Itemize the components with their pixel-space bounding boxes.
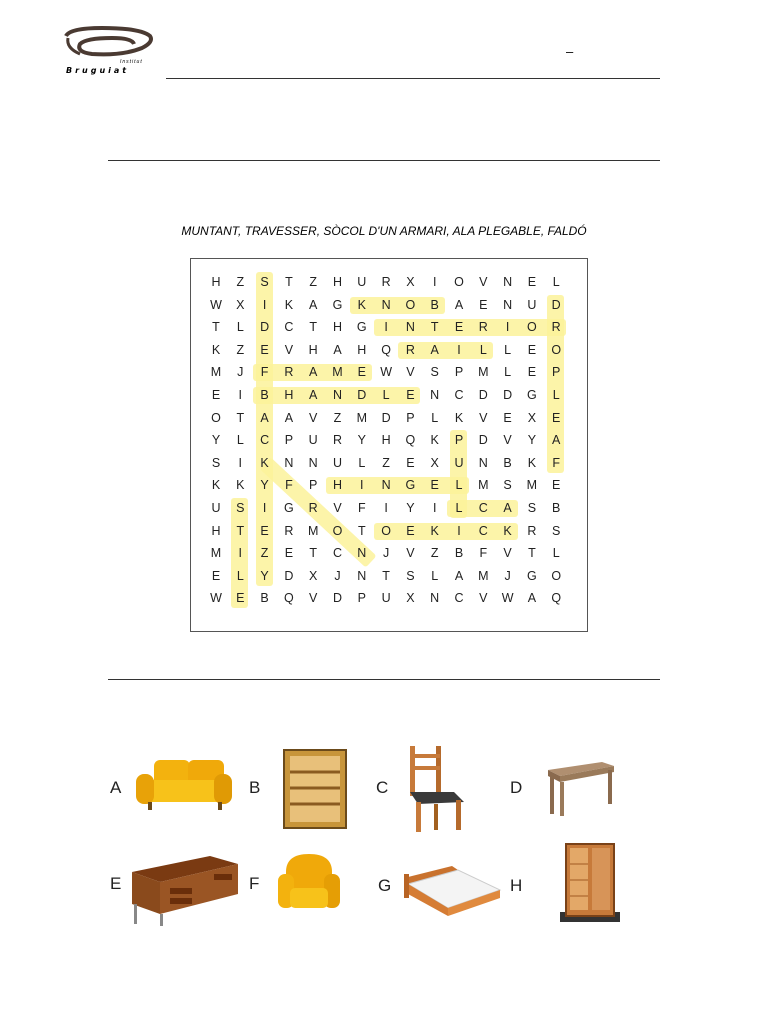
grid-letter: L <box>236 320 244 335</box>
grid-letter: C <box>332 546 343 561</box>
grid-letter: V <box>309 591 318 606</box>
grid-letter: M <box>307 523 319 538</box>
grid-letter: L <box>455 478 463 493</box>
grid-letter: P <box>357 591 366 606</box>
grid-letter: I <box>457 523 461 538</box>
grid-letter: F <box>260 365 269 380</box>
grid-letter: X <box>236 297 245 312</box>
grid-letter: E <box>479 297 488 312</box>
bed-image <box>402 860 502 924</box>
grid-letter: S <box>211 455 221 470</box>
grid-letter: N <box>332 388 343 402</box>
grid-letter: P <box>406 410 415 425</box>
grid-letter: R <box>284 365 294 380</box>
grid-letter: K <box>236 478 245 493</box>
grid-letter: E <box>430 478 439 493</box>
grid-letter: J <box>237 365 244 380</box>
grid-letter: A <box>309 388 318 402</box>
grid-letter: E <box>552 478 561 493</box>
grid-letter: I <box>238 546 243 561</box>
grid-letter: V <box>479 275 488 289</box>
grid-letter: M <box>478 478 489 493</box>
grid-letter: Y <box>527 433 537 448</box>
word-list: MUNTANT, TRAVESSER, SÒCOL D'UN ARMARI, ALA PLEGABLE, FALDÓ <box>181 224 587 238</box>
grid-letter: T <box>430 320 439 335</box>
grid-letter: L <box>431 568 439 583</box>
grid-letter: E <box>211 388 221 402</box>
grid-letter: Y <box>406 501 415 515</box>
grid-letter: M <box>478 365 489 380</box>
grid-letter: C <box>284 320 294 335</box>
grid-letter: N <box>503 275 513 289</box>
grid-letter: E <box>406 388 415 402</box>
grid-letter: E <box>260 342 269 357</box>
grid-letter: T <box>236 410 245 425</box>
grid-letter: O <box>551 342 562 357</box>
grid-letter: T <box>309 320 317 335</box>
grid-letter: X <box>527 410 537 425</box>
grid-letter: V <box>406 365 415 380</box>
grid-letter: R <box>405 342 415 357</box>
grid-letter: T <box>236 523 245 538</box>
grid-letter: Z <box>309 275 317 289</box>
grid-letter: I <box>238 388 243 402</box>
grid-letter: K <box>430 433 439 448</box>
table-image <box>544 756 616 818</box>
grid-letter: I <box>238 455 243 470</box>
grid-letter: S <box>406 568 415 583</box>
grid-letter: L <box>358 455 366 470</box>
grid-letter: A <box>260 410 269 425</box>
grid-letter: I <box>384 320 388 335</box>
grid-letter: Q <box>381 342 391 357</box>
grid-letter: D <box>260 320 270 335</box>
grid-letter: C <box>454 388 464 402</box>
grid-letter: N <box>357 568 367 583</box>
grid-letter: N <box>381 297 391 312</box>
grid-letter: B <box>260 591 269 606</box>
grid-letter: H <box>211 523 221 538</box>
grid-letter: W <box>380 365 392 380</box>
grid-letter: G <box>527 388 537 402</box>
grid-letter: B <box>260 388 269 402</box>
grid-letter: R <box>478 320 488 335</box>
logo-subtitle: Institut <box>120 59 143 65</box>
grid-letter: A <box>430 342 439 357</box>
grid-letter: H <box>357 342 367 357</box>
grid-letter: D <box>551 297 561 312</box>
grid-letter: P <box>284 433 294 448</box>
section-rule <box>108 160 660 161</box>
grid-letter: E <box>527 365 537 380</box>
grid-letter: Z <box>260 546 269 561</box>
grid-letter: O <box>211 410 221 425</box>
grid-letter: Z <box>382 455 390 470</box>
grid-letter: Y <box>211 433 221 448</box>
logo-name: Bruguiat <box>66 66 130 75</box>
grid-letter: A <box>309 365 318 380</box>
grid-letter: X <box>406 275 415 289</box>
grid-letter: S <box>527 501 537 515</box>
grid-letter: Q <box>284 591 294 606</box>
grid-letter: N <box>357 546 367 561</box>
grid-letter: H <box>284 388 294 402</box>
grid-letter: D <box>284 568 294 583</box>
grid-letter: C <box>260 433 270 448</box>
grid-letter: U <box>308 433 318 448</box>
grid-letter: T <box>528 546 536 561</box>
grid-letter: O <box>551 568 562 583</box>
picture-letter-d: D <box>510 778 523 797</box>
grid-letter: E <box>527 342 537 357</box>
grid-letter: R <box>308 501 318 515</box>
grid-letter: T <box>357 523 366 538</box>
grid-letter: E <box>260 523 269 538</box>
grid-letter: M <box>210 546 222 561</box>
grid-letter: T <box>309 546 317 561</box>
grid-letter: I <box>432 501 437 515</box>
grid-letter: A <box>503 501 512 515</box>
grid-letter: V <box>284 342 294 357</box>
grid-letter: Q <box>405 433 416 448</box>
grid-letter: L <box>552 388 560 402</box>
grid-letter: R <box>284 523 294 538</box>
grid-letter: U <box>211 501 221 515</box>
wardrobe-image <box>556 840 622 926</box>
grid-letter: S <box>552 523 561 538</box>
grid-letter: M <box>210 365 222 380</box>
picture-letter-f: F <box>249 874 260 893</box>
grid-letter: V <box>406 546 415 561</box>
picture-letter-e: E <box>110 874 122 893</box>
grid-letter: K <box>260 455 269 470</box>
grid-letter: T <box>212 320 220 335</box>
grid-letter: T <box>285 275 293 289</box>
grid-letter: E <box>454 320 464 335</box>
grid-letter: M <box>332 365 343 380</box>
grid-letter: O <box>405 297 416 312</box>
grid-letter: E <box>406 455 415 470</box>
grid-letter: K <box>211 478 221 493</box>
grid-letter: J <box>504 568 511 583</box>
grid-letter: B <box>552 501 561 515</box>
grid-letter: A <box>552 433 561 448</box>
grid-letter: A <box>284 410 294 425</box>
grid-letter: L <box>236 568 244 583</box>
grid-letter: Z <box>333 410 342 425</box>
grid-letter: K <box>527 455 537 470</box>
grid-letter: S <box>260 275 269 289</box>
chair-image <box>404 744 466 834</box>
grid-letter: G <box>405 478 416 493</box>
grid-letter: N <box>381 478 391 493</box>
grid-letter: R <box>332 433 343 448</box>
grid-letter: L <box>552 546 560 561</box>
grid-letter: W <box>210 297 222 312</box>
grid-letter: B <box>503 455 512 470</box>
grid-letter: U <box>332 455 343 470</box>
grid-letter: V <box>479 591 488 606</box>
grid-letter: G <box>527 568 537 583</box>
grid-letter: G <box>356 320 367 335</box>
grid-letter: I <box>432 275 437 289</box>
grid-letter: N <box>430 388 440 402</box>
grid-letter: Q <box>551 591 562 606</box>
grid-letter: N <box>478 455 488 470</box>
grid-letter: E <box>406 523 415 538</box>
grid-letter: H <box>308 342 318 357</box>
grid-letter: A <box>454 297 464 312</box>
grid-letter: M <box>526 478 538 493</box>
desk-image <box>130 854 240 928</box>
grid-letter: F <box>479 546 488 561</box>
grid-letter: L <box>504 342 512 357</box>
grid-letter: C <box>478 501 488 515</box>
grid-letter: C <box>454 591 464 606</box>
grid-letter: E <box>552 410 561 425</box>
picture-letter-c: C <box>376 778 389 797</box>
grid-letter: X <box>309 568 318 583</box>
grid-letter: H <box>211 275 221 289</box>
grid-letter: E <box>503 410 512 425</box>
grid-letter: W <box>210 591 222 606</box>
grid-letter: T <box>382 568 390 583</box>
grid-letter: R <box>527 523 537 538</box>
grid-letter: I <box>360 478 364 493</box>
grid-letter: E <box>211 568 221 583</box>
grid-letter: U <box>381 591 391 606</box>
grid-letter: K <box>503 523 512 538</box>
grid-letter: U <box>527 297 537 312</box>
grid-letter: O <box>527 320 537 335</box>
grid-letter: U <box>357 275 367 289</box>
grid-letter: D <box>332 591 343 606</box>
grid-letter: D <box>357 388 367 402</box>
grid-letter: O <box>332 523 343 538</box>
grid-letter: A <box>333 342 342 357</box>
grid-letter: D <box>381 410 391 425</box>
grid-letter: H <box>332 478 343 493</box>
grid-letter: V <box>503 433 512 448</box>
grid-letter: A <box>454 568 464 583</box>
grid-letter: H <box>332 275 343 289</box>
grid-letter: E <box>236 591 245 606</box>
picture-letter-b: B <box>249 778 261 797</box>
grid-letter: L <box>455 501 463 515</box>
grid-letter: K <box>454 410 464 425</box>
grid-letter: N <box>308 455 318 470</box>
grid-letter: F <box>552 455 560 470</box>
grid-letter: S <box>503 478 512 493</box>
grid-letter: D <box>478 433 488 448</box>
grid-letter: V <box>333 501 342 515</box>
grid-letter: Y <box>260 478 269 493</box>
grid-letter: Y <box>357 433 366 448</box>
grid-letter: L <box>236 433 244 448</box>
picture-letter-g: G <box>378 876 392 895</box>
grid-letter: P <box>309 478 318 493</box>
grid-letter: L <box>504 365 512 380</box>
grid-letter: P <box>454 365 464 380</box>
grid-letter: V <box>479 410 488 425</box>
grid-letter: N <box>405 320 415 335</box>
grid-letter: R <box>551 320 561 335</box>
grid-letter: S <box>236 501 245 515</box>
grid-letter: I <box>384 501 388 515</box>
grid-letter: J <box>334 568 341 583</box>
grid-letter: X <box>430 455 439 470</box>
grid-letter: P <box>552 365 561 380</box>
grid-letter: L <box>382 388 390 402</box>
grid-letter: I <box>505 320 510 335</box>
grid-letter: L <box>479 342 487 357</box>
grid-letter: E <box>357 365 366 380</box>
grid-letter: Y <box>260 568 269 583</box>
grid-letter: H <box>381 433 391 448</box>
grid-letter: L <box>431 410 439 425</box>
grid-letter: K <box>430 523 439 538</box>
sofa-image <box>134 754 234 816</box>
grid-letter: Z <box>430 546 439 561</box>
grid-letter: C <box>478 523 488 538</box>
grid-letter: B <box>430 297 439 312</box>
grid-letter: N <box>430 591 440 606</box>
grid-letter: Z <box>236 275 245 289</box>
grid-letter: G <box>284 501 294 515</box>
grid-letter: V <box>503 546 512 561</box>
grid-letter: W <box>501 591 514 606</box>
picture-letter-a: A <box>110 778 122 797</box>
grid-letter: O <box>454 275 464 289</box>
grid-letter: U <box>454 455 464 470</box>
grid-letter: D <box>478 388 488 402</box>
grid-letter: E <box>284 546 294 561</box>
grid-letter: I <box>262 297 267 312</box>
armchair-image <box>276 852 342 914</box>
grid-letter: R <box>381 275 391 289</box>
grid-letter: S <box>430 365 439 380</box>
grid-letter: B <box>454 546 464 561</box>
grid-letter: K <box>211 342 221 357</box>
grid-letter: N <box>503 297 513 312</box>
grid-letter: J <box>382 546 390 561</box>
grid-letter: N <box>284 455 294 470</box>
grid-letter: X <box>406 591 415 606</box>
grid-letter: P <box>454 433 464 448</box>
grid-letter: A <box>309 297 318 312</box>
header-rule <box>166 78 660 79</box>
grid-letter: F <box>285 478 293 493</box>
grid-letter: K <box>284 297 294 312</box>
grid-letter: I <box>457 342 461 357</box>
grid-letter: H <box>332 320 343 335</box>
grid-letter: E <box>527 275 537 289</box>
grid-letter: G <box>332 297 343 312</box>
grid-letter: F <box>357 501 366 515</box>
grid-letter: D <box>503 388 513 402</box>
header-dash: – <box>566 44 574 59</box>
grid-letter: I <box>262 501 267 515</box>
grid-letter: K <box>357 297 366 312</box>
grid-letter: Z <box>236 342 245 357</box>
grid-letter: O <box>381 523 391 538</box>
grid-letter: M <box>478 568 489 583</box>
picture-letter-h: H <box>510 876 523 895</box>
section-rule <box>108 679 660 680</box>
grid-letter: A <box>527 591 537 606</box>
grid-letter: M <box>356 410 367 425</box>
grid-letter: V <box>309 410 318 425</box>
bookshelf-image <box>282 748 348 830</box>
grid-letter: L <box>552 275 560 289</box>
